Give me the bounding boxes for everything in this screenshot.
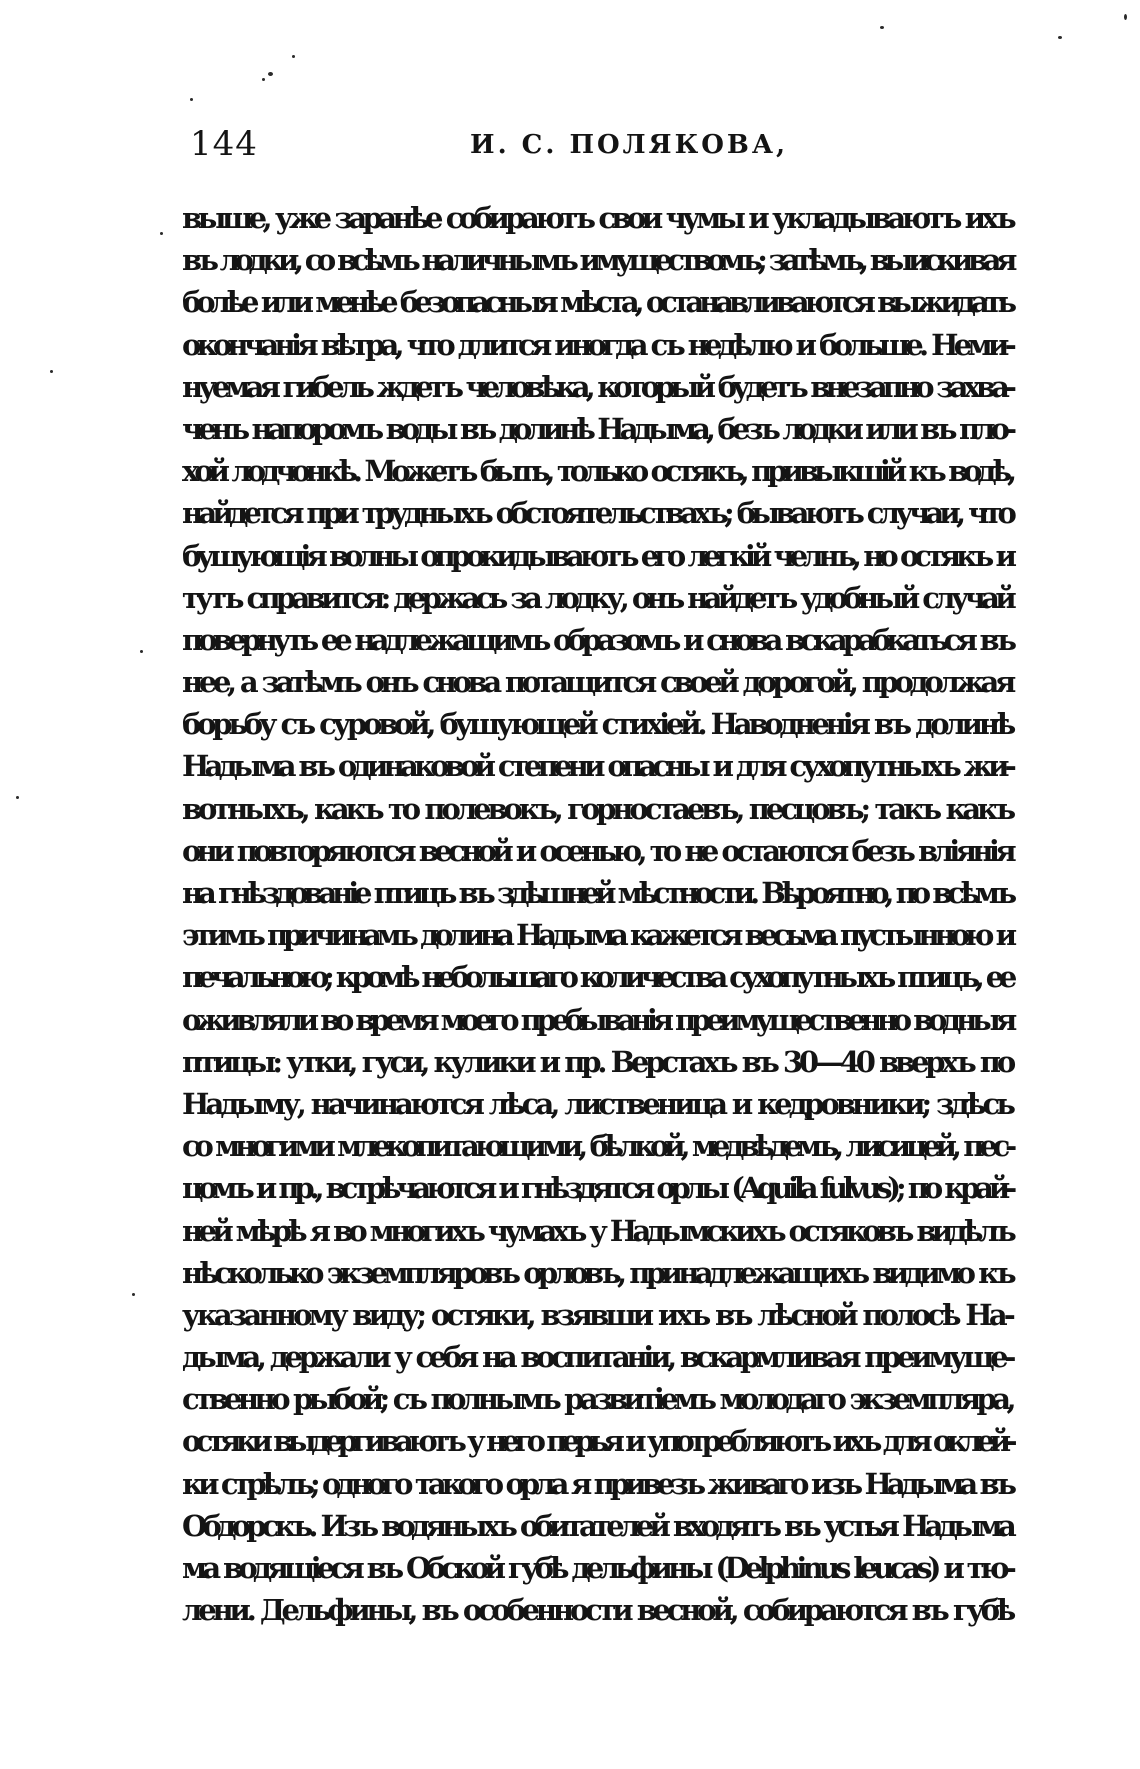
text-line: со многими млекопитающими, бѣлкой, медвѣдемъ, лисицей, пес- [182,1129,1012,1164]
text-line: ченъ напоромъ воды въ долинѣ Надыма, безъ лодки или въ пло- [182,411,1012,446]
text-line: на гнѣздованіе птицъ въ здѣшней мѣстности. Вѣроятно, по всѣмъ [182,876,1012,910]
print-speck [262,78,265,81]
text-line: этимъ причинамъ долина Надыма кажется весьма пустынною и [182,918,1012,953]
print-speck [292,55,295,58]
print-speck [190,98,193,101]
print-speck [268,72,273,76]
text-line: Надыма въ одинаковой степени опасны и для сухопутныхъ жи- [182,749,1012,784]
text-line: ственно рыбой; съ полнымъ развитіемъ молодаго экземпляра, [182,1382,1012,1417]
text-line: птицы: утки, гуси, кулики и пр. Верстахъ въ 30—40 вверхъ по [182,1044,1012,1079]
text-line: въ лодки, со всѣмъ наличнымъ имуществомъ; затѣмъ, выискивая [182,243,1012,278]
print-speck [50,370,53,373]
text-line: нуемая гибель ждетъ человѣка, который будетъ внезапно захва- [182,369,1012,404]
text-line: найдется при трудныхъ обстоятельствахъ; бываютъ случаи, что [182,496,1012,531]
text-line: дыма, держали у себя на воспитаніи, вскармливая преимуще- [182,1340,1012,1375]
text-line: вотныхъ, какъ то полевокъ, горностаевъ, песцовъ; такъ какъ [182,791,1012,826]
text-line: хой лодчонкѣ. Можетъ быть, только остякъ, привыкшій къ водѣ, [182,454,1012,489]
text-line: тутъ справится: держась за лодку, онъ найдетъ удобный случай [182,580,1012,615]
text-line: нѣсколько экземпляровъ орловъ, принадлежащихъ видимо къ [182,1255,1012,1290]
text-line: ней мѣрѣ я во многихъ чумахъ у Надымскихъ остяковъ видѣлъ [182,1213,1012,1248]
text-line: Обдорскъ. Изъ водяныхъ обитателей входятъ въ устья Надыма [182,1508,1012,1543]
text-line: окончанія вѣтра, что длится иногда съ недѣлю и больше. Неми- [182,327,1012,362]
text-line: остяки выдергиваютъ у него перья и употребляютъ ихъ для оклей- [182,1424,1012,1459]
text-line: ки стрѣлъ; одного такого орла я привезъ живаго изъ Надыма въ [182,1466,1012,1501]
text-line: оживляли во время моего пребыванія преимущественно водныя [182,1002,1012,1037]
print-speck [880,26,884,29]
page-header [190,124,1000,174]
text-line: бушующія волны опрокидываютъ его легкій челнъ, но остякъ и [182,538,1012,573]
text-line: цомъ и пр., встрѣчаются и гнѣздятся орлы (Aquila fulvus); по край- [182,1171,1012,1206]
text-line: они повторяются весной и осенью, то не остаются безъ вліянія [182,833,1012,868]
running-title: И. С. ПОЛЯКОВА, [470,130,789,160]
text-line: повернуть ее надлежащимъ образомъ и снова вскарабкаться въ [182,622,1012,657]
text-line: болѣе или менѣе безопасныя мѣста, останавливаются выжидать [182,285,1012,320]
page-number: 144 [190,124,258,164]
print-speck [16,796,19,799]
text-line: ма водящіеся въ Обской губѣ дельфины (Delphinus leucas) и тю- [182,1551,1012,1585]
print-speck [140,650,143,653]
print-speck [160,232,163,235]
body-text [182,197,1012,1631]
text-line: лени. Дельфины, въ особенности весной, собираются въ губѣ [182,1593,1012,1628]
print-speck [1058,36,1062,39]
text-line: выше, уже заранѣе собираютъ свои чумы и укладываютъ ихъ [182,201,1012,235]
print-speck [1124,14,1127,20]
text-line: указанному виду; остяки, взявши ихъ въ лѣсной полосѣ На- [182,1297,1012,1332]
text-line: борьбу съ суровой, бушующей стихіей. Наводненія въ долинѣ [182,707,1012,742]
text-line: нее, а затѣмъ онъ снова потащится своей дорогой, продолжая [182,665,1012,700]
text-line: Надыму, начинаются лѣса, лиственица и кедровники; здѣсь [182,1086,1012,1121]
text-line: печальною; кромѣ небольшаго количества сухопутныхъ птицъ, ее [182,960,1012,995]
print-speck [132,1293,135,1296]
